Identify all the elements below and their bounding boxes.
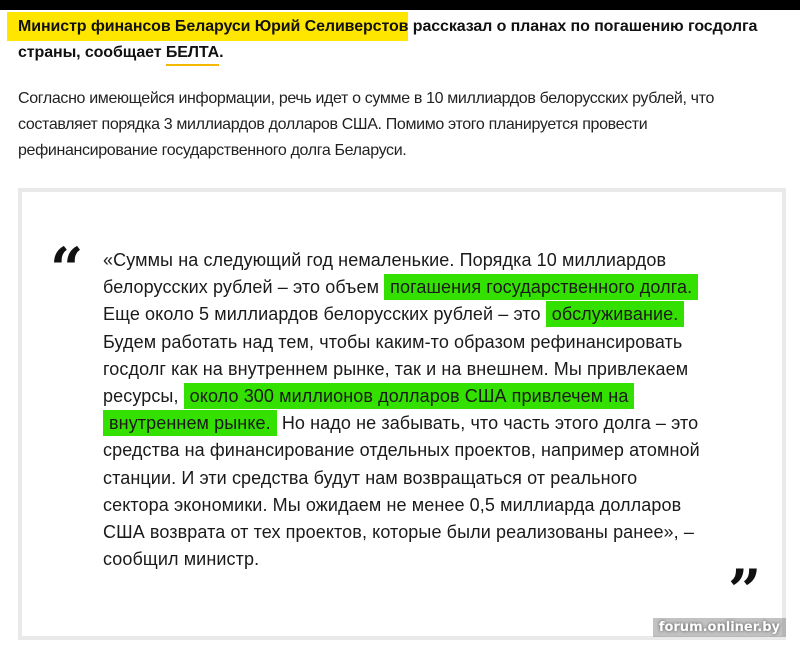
quote-text	[103, 247, 703, 573]
close-quote-icon: ”	[728, 557, 762, 625]
quote-segment: Еще около 5 миллиардов белорусских рублей – это	[103, 304, 546, 325]
green-highlight: около 300 миллионов долларов США привлечем на внутреннем рынке.	[103, 383, 634, 436]
green-highlight: погашения государственного долга.	[384, 274, 698, 300]
top-black-bar	[0, 0, 800, 10]
article-paragraph: Согласно имеющейся информации, речь идет о сумме в 10 миллиардов белорусских рублей, что составляет порядка 3 миллиардов долларов США. Помимо этого планируется провести рефинансирование государственного долга Беларуси.	[18, 90, 715, 159]
article-lead	[18, 14, 778, 66]
lead-text: рассказал о планах по погашению госдолга страны, сообщает	[18, 18, 758, 61]
quote-segment: Будем работать над тем, чтобы каким-то образом рефинансировать госдолг как на внутреннем рынке, так и на внешнем. Мы привлекаем ресурсы,	[103, 331, 689, 407]
yellow-highlight: Министр финансов Беларуси Юрий Селиверстов	[7, 12, 408, 41]
lead-end: .	[219, 44, 224, 61]
watermark: forum.onliner.by	[653, 618, 786, 637]
open-quote-icon: “	[50, 235, 84, 303]
quote-segment: Но надо не забывать, что часть этого долга – это средства на финансирование отдельных проектов, например атомной станции. И эти средства будут нам возвращаться от реального сектора экономики. Мы ожидаем не менее 0,5 миллиарда долларов США возврата от тех проектов, которые были реализованы ранее», – сообщил министр.	[103, 413, 700, 570]
quote-segment: «Суммы на следующий год немаленькие. Порядка 10 миллиардов белорусских рублей – это объем	[103, 250, 667, 298]
source-link-belta[interactable]: БЕЛТА	[166, 44, 219, 66]
quote-block	[18, 188, 786, 640]
green-highlight: обслуживание.	[546, 301, 685, 327]
